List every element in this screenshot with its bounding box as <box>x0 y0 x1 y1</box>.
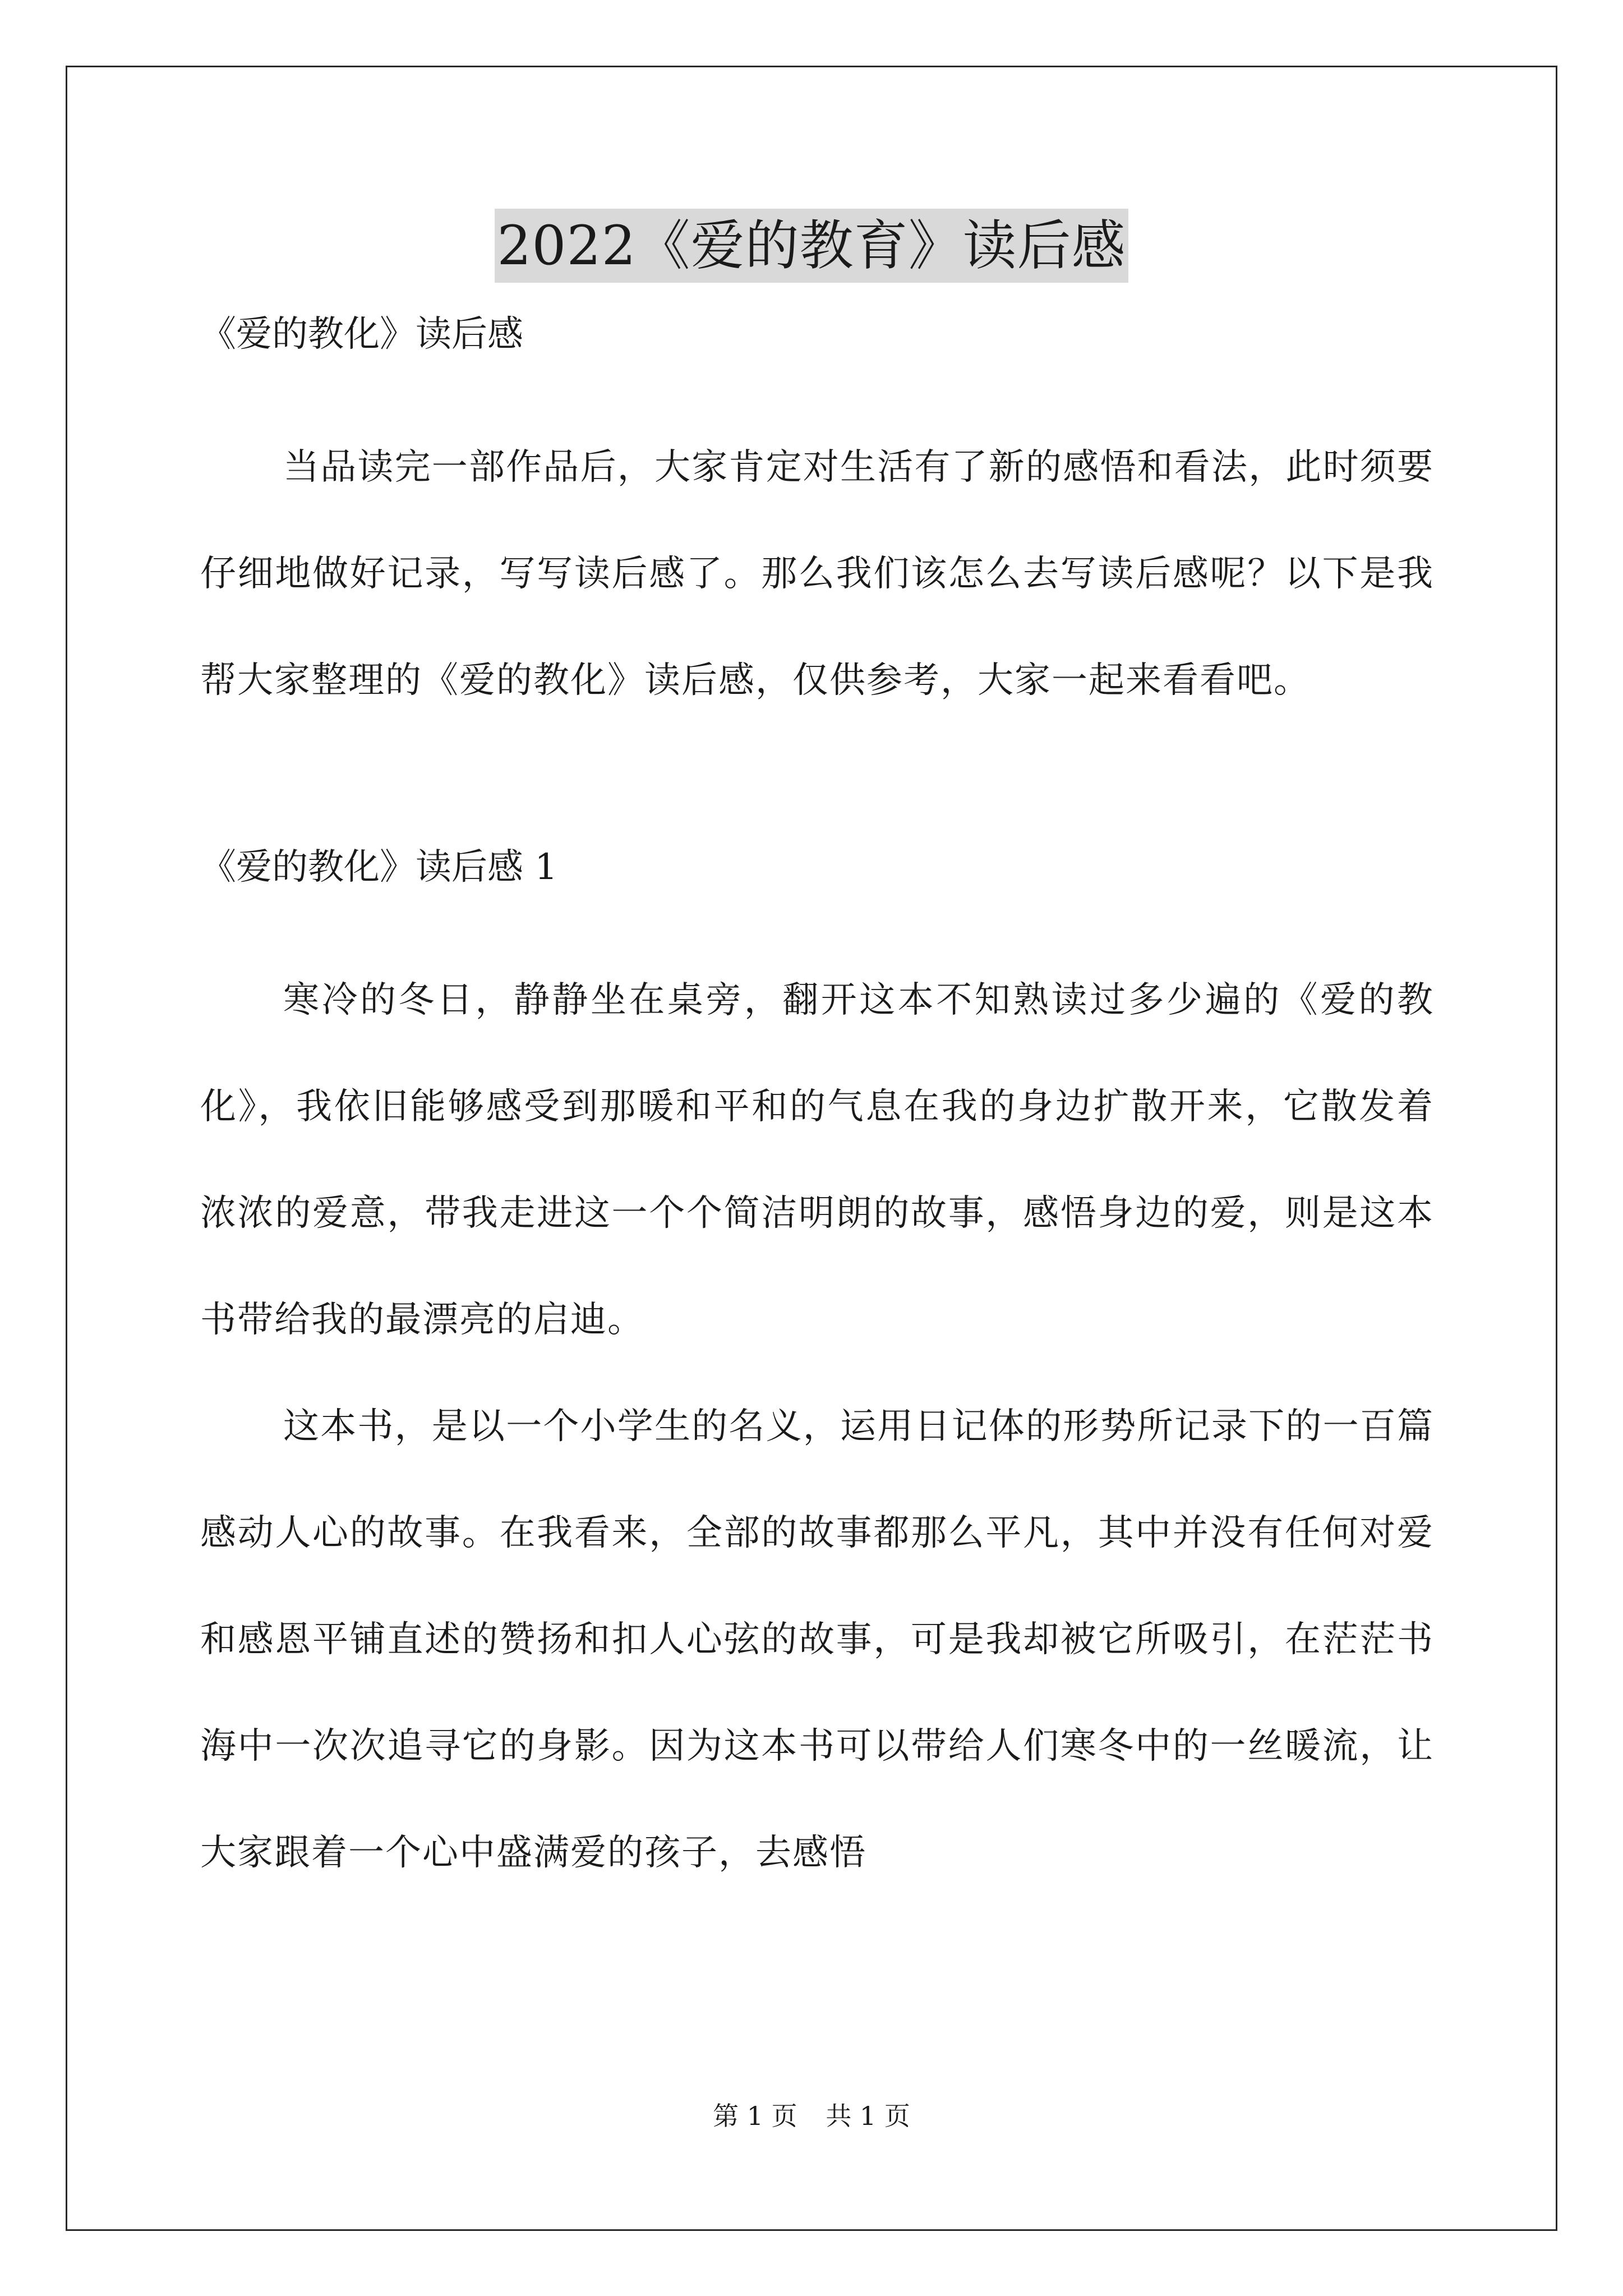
paragraph: 当品读完一部作品后，大家肯定对生活有了新的感悟和看法，此时须要仔细地做好记录，写写读后感了。那么我们该怎么去写读后感呢？以下是我帮大家整理的《爱的教化》读后感，仅供参考，大家一起来看看吧。 <box>200 447 1434 701</box>
paragraph: 寒冷的冬日，静静坐在桌旁，翻开这本不知熟读过多少遍的《爱的教化》，我依旧能够感受到那暖和平和的气息在我的身边扩散开来，它散发着浓浓的爱意，带我走进这一个个简洁明朗的故事，感悟身边的爱，则是这本书带给我的最漂亮的启迪。 <box>200 979 1434 1341</box>
section-heading: 《爱的教化》读后感 <box>200 314 523 355</box>
page-footer <box>0 2099 1623 2133</box>
document-title: 2022《爱的教育》读后感 <box>495 209 1128 283</box>
title-container <box>0 209 1623 283</box>
section-heading: 《爱的教化》读后感 1 <box>200 846 558 888</box>
page-number: 第 1 页 <box>713 2101 797 2131</box>
document-body <box>200 307 1434 1906</box>
paragraph: 这本书，是以一个小学生的名义，运用日记体的形势所记录下的一百篇感动人心的故事。在我看来，全部的故事都那么平凡，其中并没有任何对爱和感恩平铺直述的赞扬和扣人心弦的故事，可是我却被它所吸引，在茫茫书海中一次次追寻它的身影。因为这本书可以带给人们寒冬中的一丝暖流，让大家跟着一个心中盛满爱的孩子，去感悟 <box>200 1406 1434 1874</box>
page-total: 共 1 页 <box>826 2101 910 2131</box>
